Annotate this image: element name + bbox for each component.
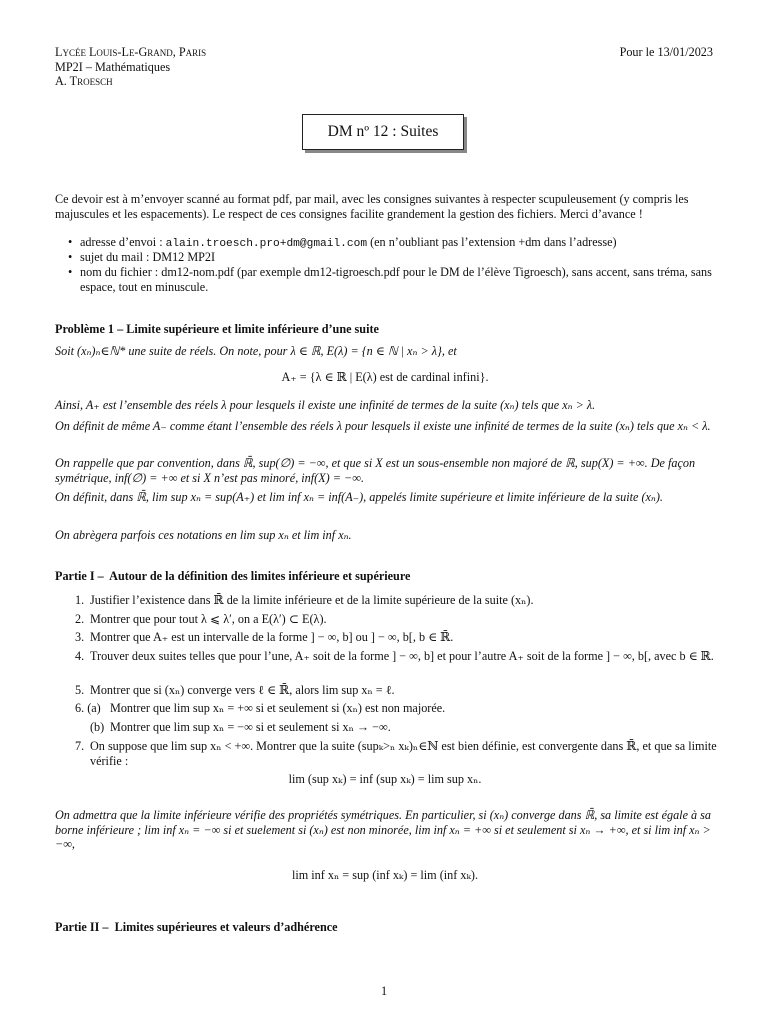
list-item: • sujet du mail : DM12 MP2I bbox=[80, 250, 720, 265]
problem-paragraph: Ainsi, A₊ est l’ensemble des réels λ pour lesquels il existe une infinité de termes de la suite (xₙ) tels que xₙ > λ. bbox=[55, 398, 596, 412]
document-title: DM nº 12 : Suites bbox=[327, 122, 439, 140]
intro-paragraph: Ce devoir est à m’envoyer scanné au format pdf, par mail, avec les consignes suivantes à respecter scupuleusement (y compris les majuscules et les espacements). Le respect de ces consignes facilite grandement la gestion des fichiers. Merci d’avance ! bbox=[55, 192, 689, 221]
due-date: Pour le 13/01/2023 bbox=[619, 45, 713, 59]
email-link[interactable]: alain.troesch.pro+dm@gmail.com bbox=[165, 238, 368, 250]
question-item: 7. On suppose que lim sup xₙ < +∞. Montrer que la suite (supₖ>ₙ xₖ)ₙ∈ℕ est bien définie, est convergente dans ℝ̄, et que sa limite vérifie : bbox=[75, 739, 717, 768]
list-item: • adresse d’envoi : alain.troesch.pro+dm@gmail.com (en n’oubliant pas l’extension +dm dans l’adresse) bbox=[80, 235, 720, 252]
equation: lim (sup xₖ) = inf (sup xₖ) = lim sup xₙ. bbox=[288, 772, 482, 786]
page-number: 1 bbox=[380, 984, 388, 998]
problem-paragraph: On rappelle que par convention, dans ℝ̄, sup(∅) = −∞, et que si X est un sous-ensemble non majoré de ℝ, sup(X) = +∞. De façon symétrique, inf(∅) = +∞ et si X n’est pas minoré, inf(X) = −∞. bbox=[55, 456, 696, 485]
list-item: • nom du fichier : dm12-nom.pdf (par exemple dm12-tigroesch.pdf pour le DM de l’élève Tigroesch), sans accent, sans tréma, sans espace, tout en minuscule. bbox=[80, 265, 720, 294]
author-name: A. Troesch bbox=[55, 74, 113, 88]
problem-paragraph: On abrègera parfois ces notations en lim sup xₙ et lim inf xₙ. bbox=[55, 528, 352, 542]
equation: A₊ = {λ ∈ ℝ | E(λ) est de cardinal infini}. bbox=[281, 370, 489, 384]
question-item: 4. Trouver deux suites telles que pour l’une, A₊ soit de la forme ] − ∞, b] et pour l’autre A₊ soit de la forme ] − ∞, b[, avec b ∈ ℝ. bbox=[75, 649, 714, 663]
school-name: Lycée Louis-Le-Grand, Paris bbox=[55, 45, 207, 59]
class-name: MP2I – Mathématiques bbox=[55, 60, 171, 74]
problem-paragraph: On définit, dans ℝ̄, lim sup xₙ = sup(A₊) et lim inf xₙ = inf(A₋), appelés limite supérieure et limite inférieure de la suite (xₙ). bbox=[55, 490, 663, 504]
question-item: 2. Montrer que pour tout λ ⩽ λ′, on a E(λ′) ⊂ E(λ). bbox=[75, 612, 327, 626]
problem-paragraph: Soit (xₙ)ₙ∈ℕ* une suite de réels. On note, pour λ ∈ ℝ, E(λ) = {n ∈ ℕ | xₙ > λ}, et bbox=[55, 344, 457, 358]
question-item: 5. Montrer que si (xₙ) converge vers ℓ ∈ ℝ̄, alors lim sup xₙ = ℓ. bbox=[75, 683, 395, 697]
question-item: (b) Montrer que lim sup xₙ = −∞ si et seulement si xₙ → −∞. bbox=[90, 720, 391, 734]
part-paragraph: On admettra que la limite inférieure vérifie des propriétés symétriques. En particulier, si (xₙ) converge dans ℝ̄, sa limite est égale à sa borne inférieure ; lim inf xₙ = −∞ si et suelement si (xₙ) est non minorée, lim inf xₙ = +∞ si et seulement si xₙ → +∞, et si lim inf xₙ > −∞, bbox=[55, 808, 712, 851]
part-heading: Partie I – Autour de la définition des limites inférieure et supérieure bbox=[55, 569, 411, 583]
equation: lim inf xₙ = sup (inf xₖ) = lim (inf xₖ). bbox=[292, 868, 478, 882]
part-heading: Partie II – Limites supérieures et valeurs d’adhérence bbox=[55, 920, 338, 934]
question-item: 6. (a) Montrer que lim sup xₙ = +∞ si et seulement si (xₙ) est non majorée. bbox=[75, 701, 446, 715]
problem-paragraph: On définit de même A₋ comme étant l’ensemble des réels λ pour lesquels il existe une infinité de termes de la suite (xₙ) tels que xₙ < λ. bbox=[55, 419, 711, 433]
question-item: 1. Justifier l’existence dans ℝ̄ de la limite inférieure et de la limite supérieure de la suite (xₙ). bbox=[75, 593, 534, 607]
document-title-box bbox=[302, 114, 464, 150]
problem-heading: Problème 1 – Limite supérieure et limite inférieure d’une suite bbox=[55, 322, 379, 336]
question-item: 3. Montrer que A₊ est un intervalle de la forme ] − ∞, b] ou ] − ∞, b[, b ∈ ℝ̄. bbox=[75, 630, 454, 644]
